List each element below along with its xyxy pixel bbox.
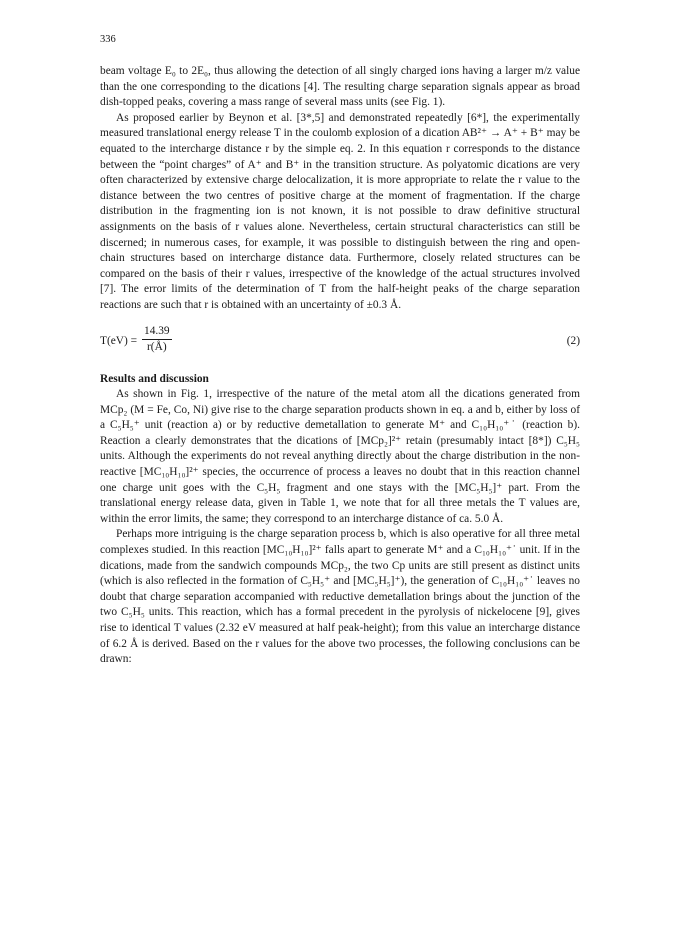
section-heading: Results and discussion (100, 372, 209, 385)
paragraph: beam voltage E₀ to 2E₀, thus allowing the detection of all singly charged ions having a larger m/z value than the one corresponding to the dications [4]. The resulting charge separation signals appear as broad dish-topped peaks, covering a mass range of several mass units (see Fig. 1). (100, 65, 580, 109)
paragraph: As shown in Fig. 1, irrespective of the nature of the metal atom all the dications generated from MCp₂ (M = Fe, Co, Ni) give rise to the charge separation products shown in eq. a and b, either by loss of a C₅H₅⁺ unit (reaction a) or by reductive demetallation to generate M⁺ and C₁₀H₁₀⁺˙ (reaction b). Reaction a clearly demonstrates that the dications of [MCp₂]²⁺ retain (presumably intact [8*]) C₅H₅ units. Although the experiments do not reveal anything directly about the charge distribution in the non-reactive [MC₁₀H₁₀]²⁺ species, the occurrence of process a leaves no doubt that in this reaction channel one charge unit goes with the C₅H₅ fragment and one stays with the [MC₅H₅]⁺ part. From the translational energy release data, given in Table 1, we note that for all three metals the T values are, within the error limits, the same; they correspond to an intercharge distance of ca. 5.0 Å. (100, 388, 580, 525)
equation-2 (100, 322, 580, 362)
equation-numerator: 14.39 (142, 324, 172, 341)
paragraph: As proposed earlier by Beynon et al. [3*,5] and demonstrated repeatedly [6*], the experimentally measured translational energy release T in the coulomb explosion of a dication AB²⁺ → A⁺ + B⁺ may be equated to the intercharge distance r by the simple eq. 2. In this equation r corresponds to the distance between the “point charges” of A⁺ and B⁺ in the transition structure. As polyatomic dications are very often characterized by extensive charge delocalization, it is more appropriate to relate the r value to the distance between the two centres of positive charge at the moment of fragmentation. If the charge distribution in the fragmenting ion is not known, it is not possible to draw definitive structural assignments on the basis of r values alone. Nevertheless, certain structural characteristics can still be discerned; in numerous cases, for example, it was possible to distinguish between the ring and open-chain structures based on intercharge distance data. Furthermore, closely related structures can be compared on the basis of their r values, irrespective of the knowledge of the actual structures involved [7]. The error limits of the determination of T from the half-height peaks of the charge separation reactions are such that r is obtained with an uncertainty of ±0.3 Å. (100, 111, 580, 311)
page-number: 336 (100, 34, 116, 45)
equation-denominator: r(Å) (147, 341, 167, 354)
equation-fraction (142, 324, 172, 356)
equation-lhs: T(eV) = (100, 334, 138, 347)
paragraph: Perhaps more intriguing is the charge separation process b, which is also operative for all three metal complexes studied. In this reaction [MC₁₀H₁₀]²⁺ falls apart to generate M⁺ and a C₁₀H₁₀⁺˙ unit. If in the dications, made from the sandwich compounds MCp₂, the two Cp units are still present as distinct units (which is also reflected in the formation of C₅H₅⁺ and [MC₅H₅]⁺), the generation of C₁₀H₁₀⁺˙ leaves no doubt that charge separation accompanied with reductive demetallation brings about the junction of the two C₅H₅ units. This reaction, which has a formal precedent in the pyrolysis of nickelocene [9], gives rise to identical T values (2.32 eV measured at half peak-height); from this value an intercharge distance of 6.2 Å is derived. Based on the r values for the above two processes, the following conclusions can be drawn: (100, 528, 580, 666)
equation-number: (2) (566, 334, 580, 347)
body-text (100, 64, 580, 668)
